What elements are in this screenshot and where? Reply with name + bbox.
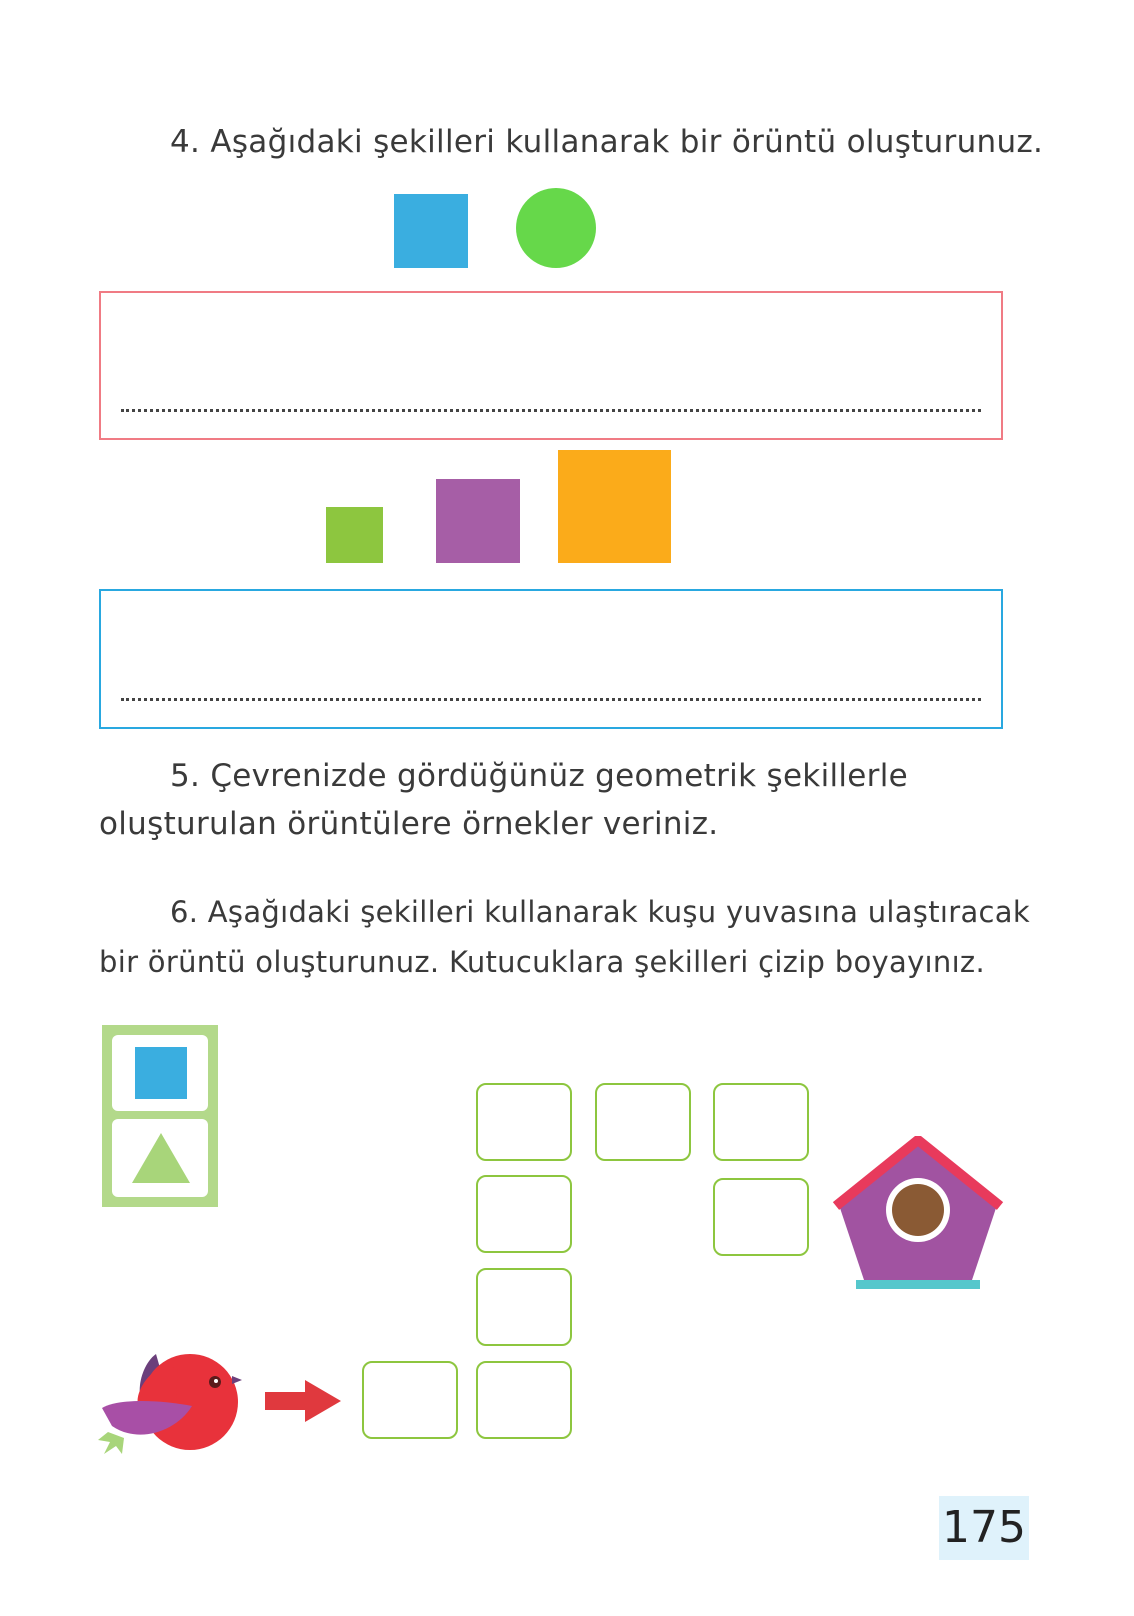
path-cell-3[interactable] bbox=[476, 1268, 572, 1346]
path-cell-1[interactable] bbox=[362, 1361, 458, 1439]
question-4-text: 4. Aşağıdaki şekilleri kullanarak bir örüntü oluşturunuz. bbox=[170, 124, 1044, 160]
arrow-right-icon bbox=[265, 1378, 343, 1424]
small-green-square-shape bbox=[326, 507, 383, 563]
question-5-line-1: 5. Çevrenizde gördüğünüz geometrik şekillerle bbox=[170, 758, 909, 794]
legend-blue-square-shape bbox=[135, 1047, 187, 1099]
path-cell-8[interactable] bbox=[713, 1178, 809, 1256]
question-5-line-2: oluşturulan örüntülere örnekler veriniz. bbox=[99, 806, 719, 842]
answer-box-1[interactable] bbox=[99, 291, 1003, 440]
question-6-line-2: bir örüntü oluşturunuz. Kutucuklara şekilleri çizip boyayınız. bbox=[99, 945, 985, 979]
path-cell-6[interactable] bbox=[595, 1083, 691, 1161]
answer-box-2[interactable] bbox=[99, 589, 1003, 729]
blue-square-shape bbox=[394, 194, 468, 268]
birdhouse-icon bbox=[832, 1136, 1004, 1290]
answer-line-1 bbox=[121, 409, 981, 412]
medium-purple-square-shape bbox=[436, 479, 520, 563]
large-orange-square-shape bbox=[558, 450, 671, 563]
shape-legend bbox=[102, 1025, 218, 1207]
green-circle-shape bbox=[516, 188, 596, 268]
question-6-line-1: 6. Aşağıdaki şekilleri kullanarak kuşu yuvasına ulaştıracak bbox=[170, 895, 1030, 929]
bird-icon bbox=[98, 1340, 244, 1460]
path-cell-7[interactable] bbox=[713, 1083, 809, 1161]
legend-green-triangle-shape bbox=[130, 1131, 192, 1185]
legend-square-tile bbox=[112, 1035, 208, 1111]
answer-line-2 bbox=[121, 698, 981, 701]
legend-triangle-tile bbox=[112, 1119, 208, 1197]
page-number: 175 bbox=[939, 1496, 1029, 1560]
path-cell-4[interactable] bbox=[476, 1175, 572, 1253]
path-cell-5[interactable] bbox=[476, 1083, 572, 1161]
path-cell-2[interactable] bbox=[476, 1361, 572, 1439]
